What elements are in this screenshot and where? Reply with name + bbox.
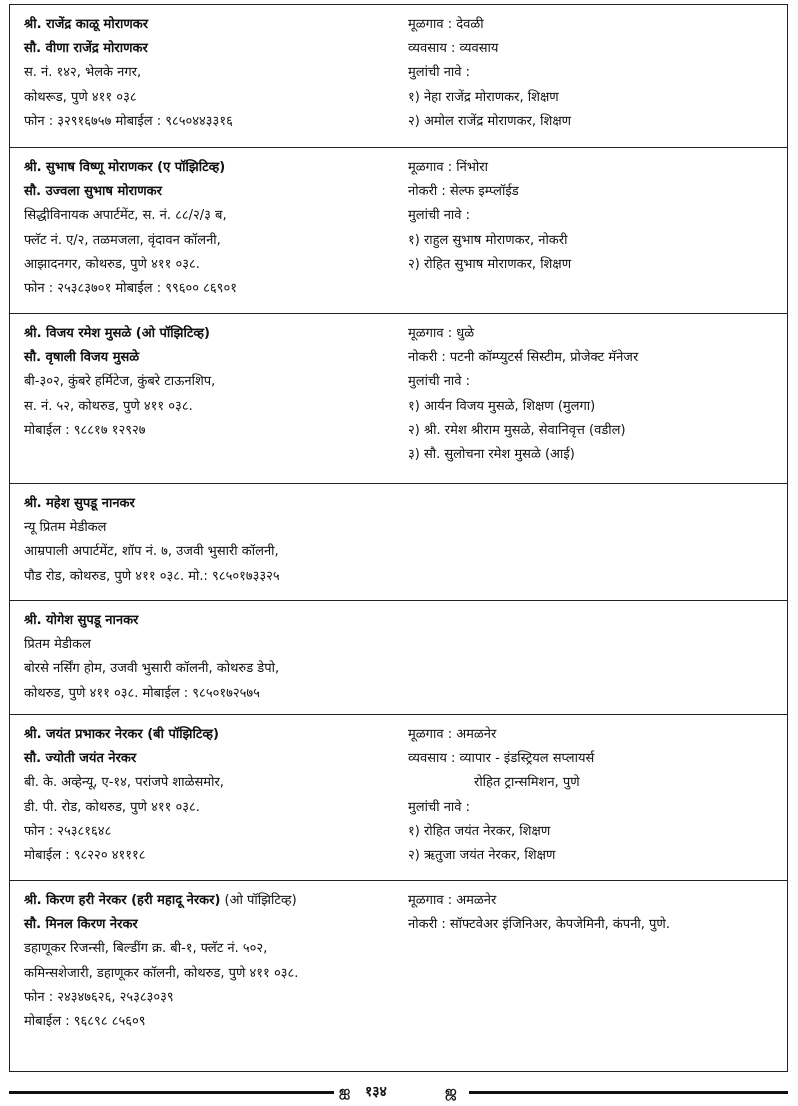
contact-line: श्री. योगेश सुपडू नानकर: [24, 613, 139, 628]
entry-family-column: [408, 723, 778, 868]
family-line: १) नेहा राजेंद्र मोराणकर, शिक्षण: [408, 89, 559, 105]
contact-line: श्री. जयंत प्रभाकर नेरकर (बी पॉझिटिव्ह): [24, 727, 219, 742]
family-line: मूळगाव : अमळनेर: [408, 893, 497, 908]
contact-line: स. नं. ५२, कोथरुड, पुणे ४११ ०३८.: [24, 398, 193, 414]
contact-line: मोबाईल : ९८८१७ १२९२७: [24, 422, 146, 438]
contact-line: श्री. महेश सुपडू नानकर: [24, 496, 135, 511]
contact-line: बी-३०२, कुंबरे हर्मिटेज, कुंबरे टाऊनशिप,: [24, 374, 216, 390]
entry-family-column: [408, 156, 778, 277]
contact-line: आम्रपाली अपार्टमेंट, शॉप नं. ७, उजवी भुसारी कॉलनी,: [24, 544, 279, 560]
contact-line: बी. के. अव्हेन्यू, ए-१४, परांजपे शाळेसमोर,: [24, 775, 224, 791]
family-line: नोकरी : सेल्फ इम्प्लॉईड: [408, 184, 519, 200]
contact-line: सौ. मिनल किरण नेरकर: [24, 917, 138, 933]
contact-line: कोथरुड, पुणे ४११ ०३८. मोबाईल : ९८५०१७२५७५: [24, 685, 260, 701]
contact-line: फोन : २५३८१६४८: [24, 823, 112, 839]
family-line: मूळगाव : निंभोरा: [408, 160, 488, 175]
entry-family-column: [408, 889, 778, 937]
contact-line: फोन : ३२९१६७५७ मोबाईल : ९८५०४४३३१६: [24, 113, 233, 129]
page-footer: [9, 1080, 788, 1104]
family-line: मुलांची नावे :: [408, 208, 471, 224]
contact-line: सौ. ज्योती जयंत नेरकर: [24, 751, 137, 767]
entry-contact-column: [24, 609, 394, 706]
entry-contact-column: [24, 156, 394, 301]
entry-2: [10, 148, 787, 314]
contact-line: कोथरूड, पुणे ४११ ०३८: [24, 89, 137, 105]
family-line: व्यवसाय : व्यवसाय: [408, 41, 499, 57]
entry-contact-column: [24, 723, 394, 868]
family-line: मुलांची नावे :: [408, 799, 471, 815]
contact-line: स. नं. १४२, भेलके नगर,: [24, 65, 142, 81]
family-line: २) रोहित सुभाष मोराणकर, शिक्षण: [408, 256, 572, 272]
family-line: रोहित ट्रान्समिशन, पुणे: [474, 775, 580, 791]
family-line: नोकरी : पटनी कॉम्प्युटर्स सिस्टीम, प्रोजेक्ट मॅनेजर: [408, 350, 639, 366]
entry-5: [10, 601, 787, 715]
footer-rule-left: [9, 1091, 334, 1094]
family-line: नोकरी : सॉफ्टवेअर इंजिनिअर, केपजेमिनी, कंपनी, पुणे.: [408, 917, 670, 933]
contact-line: कमिन्सशेजारी, डहाणूकर कॉलनी, कोथरुड, पुणे ४११ ०३८.: [24, 965, 299, 981]
contact-line: फोन : २४३४७६२६, २५३८३०३९: [24, 989, 174, 1005]
ornament-right-icon: ஜ: [445, 1084, 457, 1100]
entry-contact-column: [24, 889, 394, 1034]
contact-line: श्री. विजय रमेश मुसळे (ओ पॉझिटिव्ह): [24, 326, 210, 341]
contact-line: बोरसे नर्सिंग होम, उजवी भुसारी कॉलनी, कोथरुड डेपो,: [24, 661, 280, 677]
contact-line: सौ. वीणा राजेंद्र मोराणकर: [24, 41, 148, 57]
entry-family-column: [408, 322, 778, 467]
family-line: ३) सौ. सुलोचना रमेश मुसळे (आई): [408, 446, 575, 462]
person-name: श्री. किरण हरी नेरकर (हरी महादू नेरकर): [24, 893, 221, 908]
family-line: २) ऋतुजा जयंत नेरकर, शिक्षण: [408, 847, 556, 863]
entry-family-column: [408, 13, 778, 134]
family-line: मूळगाव : धुळे: [408, 326, 475, 341]
family-line: १) रोहित जयंत नेरकर, शिक्षण: [408, 823, 551, 839]
family-line: २) अमोल राजेंद्र मोराणकर, शिक्षण: [408, 113, 572, 129]
family-line: १) आर्यन विजय मुसळे, शिक्षण (मुलगा): [408, 398, 596, 414]
contact-line: डहाणूकर रिजन्सी, बिल्डींग क्र. बी-१, फ्लॅट नं. ५०२,: [24, 941, 268, 957]
contact-line: पौड रोड, कोथरुड, पुणे ४११ ०३८. मो.: ९८५०१७३३२५: [24, 568, 280, 584]
family-line: व्यवसाय : व्यापार - इंडस्ट्रियल सप्लायर्स: [408, 751, 595, 767]
blood-group-note: (ओ पॉझिटिव्ह): [220, 893, 297, 908]
contact-line: प्रितम मेडीकल: [24, 637, 91, 653]
contact-line: श्री. राजेंद्र काळू मोराणकर: [24, 17, 149, 32]
entry-7: [10, 881, 787, 1071]
contact-line: फ्लॅट नं. ए/२, तळमजला, वृंदावन कॉलनी,: [24, 232, 221, 248]
contact-line: डी. पी. रोड, कोथरुड, पुणे ४११ ०३८.: [24, 799, 200, 815]
contact-line: न्यू प्रितम मेडीकल: [24, 520, 107, 536]
entry-contact-column: [24, 13, 394, 134]
contact-line: मोबाईल : ९८२२० ४१११८: [24, 847, 146, 863]
entry-3: [10, 314, 787, 484]
contact-line: श्री. सुभाष विष्णू मोराणकर (ए पॉझिटिव्ह): [24, 160, 226, 175]
contact-line: सौ. वृषाली विजय मुसळे: [24, 350, 140, 366]
entry-contact-column: [24, 492, 394, 589]
contact-line: सिद्धीविनायक अपार्टमेंट, स. नं. ८८/२/३ ब,: [24, 208, 227, 224]
contact-line: [24, 889, 394, 913]
contact-line: फोन : २५३८३७०१ मोबाईल : ९९६०० ८६९०१: [24, 280, 237, 296]
entry-contact-column: [24, 322, 394, 443]
footer-rule-right: [469, 1091, 788, 1094]
family-line: १) राहुल सुभाष मोराणकर, नोकरी: [408, 232, 568, 248]
contact-line: आझादनगर, कोथरुड, पुणे ४११ ०३८.: [24, 256, 200, 272]
family-line: मूळगाव : देवळी: [408, 17, 484, 32]
family-line: मुलांची नावे :: [408, 374, 471, 390]
entry-4: [10, 484, 787, 601]
contact-line: सौ. उज्वला सुभाष मोराणकर: [24, 184, 162, 200]
ornament-left-icon: ஐ: [339, 1084, 351, 1100]
family-line: मूळगाव : अमळनेर: [408, 727, 497, 742]
entry-1: [10, 5, 787, 148]
directory-frame: [9, 4, 788, 1072]
contact-line: मोबाईल : ९६८९८ ८५६०९: [24, 1013, 146, 1029]
page-number: १३४: [365, 1084, 387, 1100]
entry-6: [10, 715, 787, 881]
family-line: मुलांची नावे :: [408, 65, 471, 81]
family-line: २) श्री. रमेश श्रीराम मुसळे, सेवानिवृत्त (वडील): [408, 422, 626, 438]
